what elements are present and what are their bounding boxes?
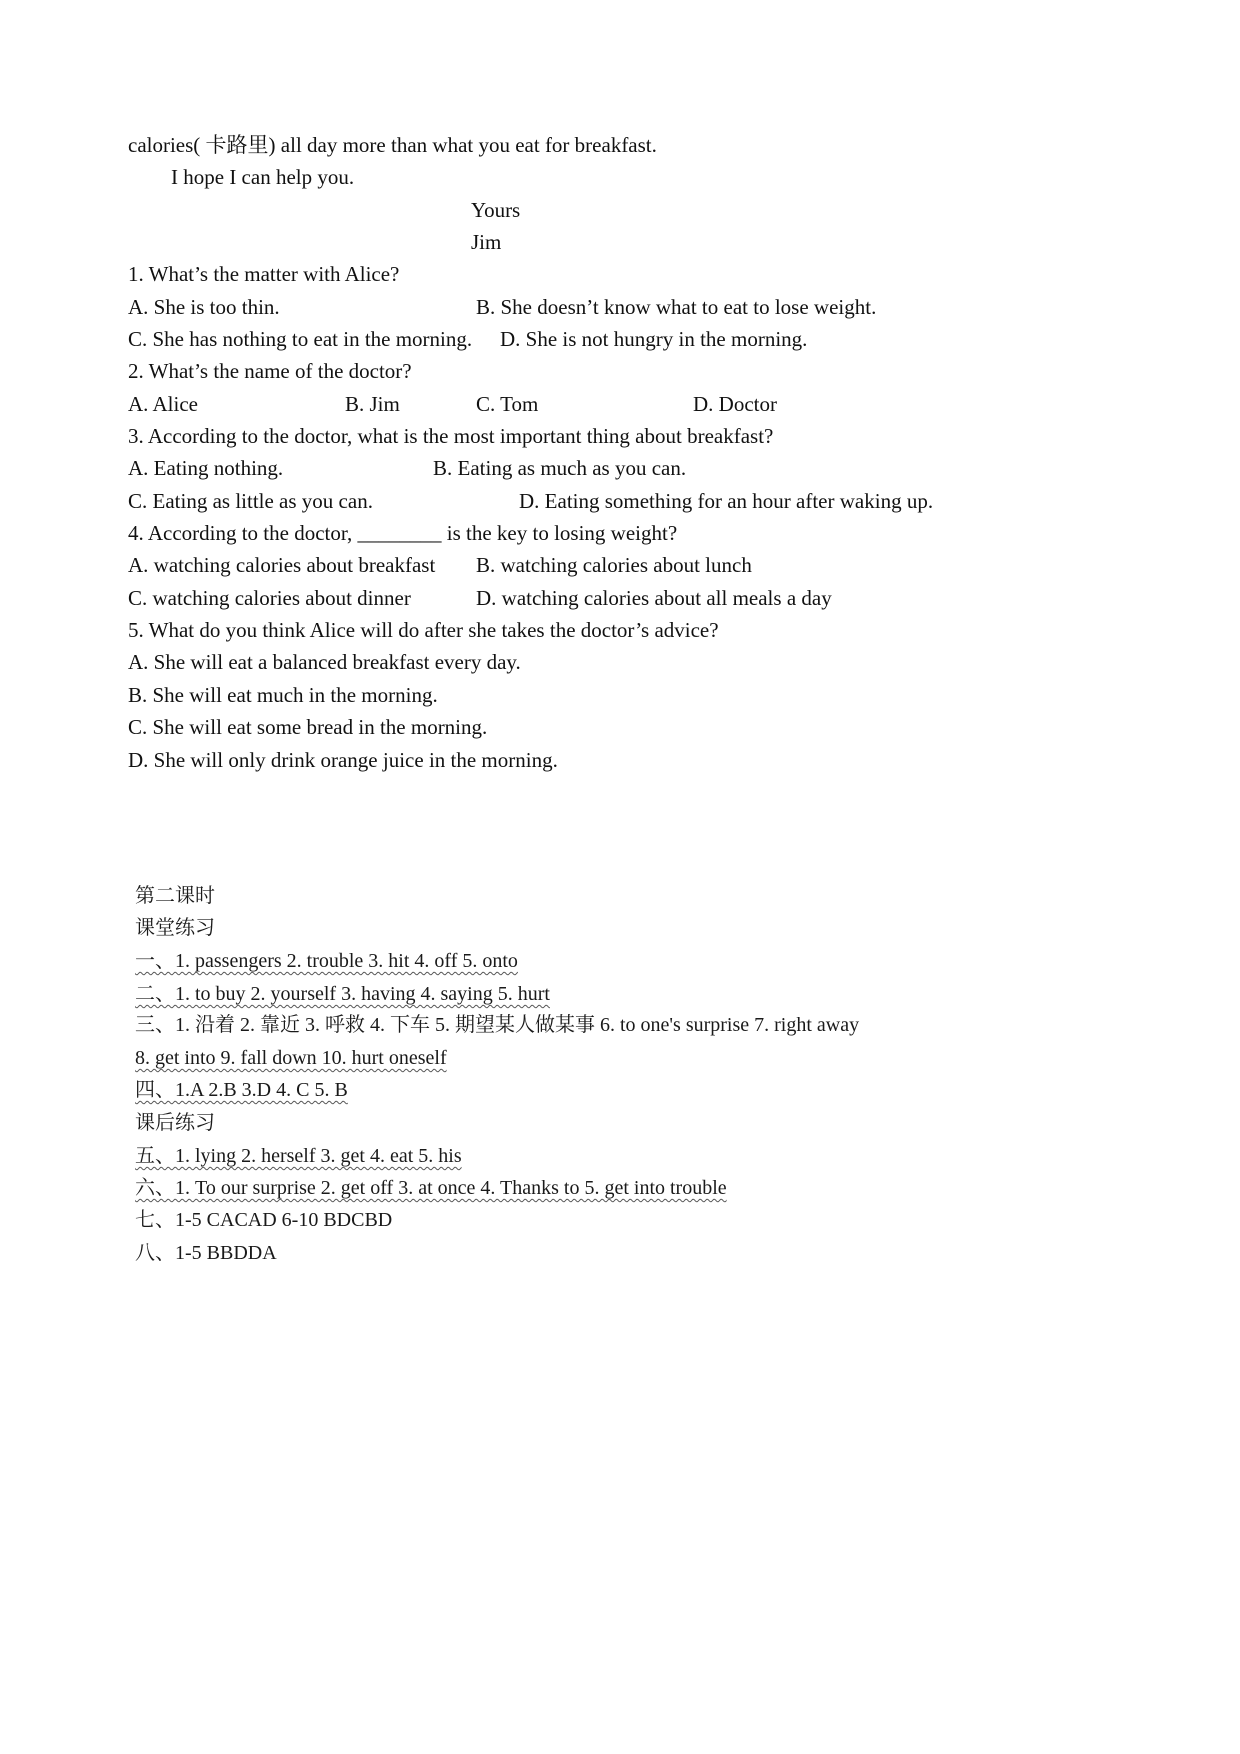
answer-line-9: 八、1-5 BBDDA: [135, 1242, 277, 1264]
question-3-stem: 3. According to the doctor, what is the most important thing about breakfast?: [128, 424, 774, 448]
question-2-option-b: B. Jim: [345, 392, 400, 416]
answer-line-8: 七、1-5 CACAD 6-10 BDCBD: [135, 1209, 393, 1231]
question-5-stem: 5. What do you think Alice will do after she takes the doctor’s advice?: [128, 618, 719, 642]
question-4-option-a: A. watching calories about breakfast: [128, 553, 436, 577]
answer-line-4: 8. get into 9. fall down 10. hurt oneself: [135, 1047, 447, 1069]
letter-line-hope: I hope I can help you.: [171, 165, 355, 189]
answer-line-3: 三、1. 沿着 2. 靠近 3. 呼救 4. 下车 5. 期望某人做某事 6. to one's surprise 7. right away: [135, 1014, 860, 1036]
question-3-option-a: A. Eating nothing.: [128, 456, 284, 480]
answer-line-2: 二、1. to buy 2. yourself 3. having 4. saying 5. hurt: [135, 983, 550, 1005]
question-3-option-d: D. Eating something for an hour after waking up.: [519, 489, 934, 513]
question-2-option-a: A. Alice: [128, 392, 198, 416]
letter-signature: Jim: [471, 230, 502, 254]
question-4-option-b: B. watching calories about lunch: [476, 553, 752, 577]
question-4-stem: 4. According to the doctor, ________ is the key to losing weight?: [128, 521, 678, 545]
question-2-option-c: C. Tom: [476, 392, 539, 416]
question-5-option-a: A. She will eat a balanced breakfast every day.: [128, 650, 521, 674]
question-5-option-d: D. She will only drink orange juice in the morning.: [128, 748, 558, 772]
answer-line-6: 五、1. lying 2. herself 3. get 4. eat 5. his: [135, 1145, 462, 1167]
question-2-option-d: D. Doctor: [693, 392, 777, 416]
answer-line-1: 一、1. passengers 2. trouble 3. hit 4. off 5. onto: [135, 950, 518, 972]
homework-title: 课后练习: [135, 1112, 215, 1134]
letter-closing: Yours: [471, 198, 521, 222]
question-3-option-c: C. Eating as little as you can.: [128, 489, 373, 513]
question-5-option-b: B. She will eat much in the morning.: [128, 683, 438, 707]
question-3-option-b: B. Eating as much as you can.: [433, 456, 687, 480]
question-4-option-c: C. watching calories about dinner: [128, 586, 411, 610]
answer-line-5: 四、1.A 2.B 3.D 4. C 5. B: [135, 1079, 348, 1101]
question-4-option-d: D. watching calories about all meals a day: [476, 586, 832, 610]
question-1-option-a: A. She is too thin.: [128, 295, 280, 319]
question-5-option-c: C. She will eat some bread in the morning.: [128, 715, 488, 739]
classwork-title: 课堂练习: [135, 917, 215, 939]
question-1-option-b: B. She doesn’t know what to eat to lose weight.: [476, 295, 877, 319]
lesson-title: 第二课时: [135, 885, 215, 907]
letter-line-calories: calories( 卡路里) all day more than what you eat for breakfast.: [128, 133, 657, 157]
question-1-option-d: D. She is not hungry in the morning.: [500, 327, 808, 351]
question-2-stem: 2. What’s the name of the doctor?: [128, 359, 412, 383]
question-1-stem: 1. What’s the matter with Alice?: [128, 262, 400, 286]
answer-line-7: 六、1. To our surprise 2. get off 3. at once 4. Thanks to 5. get into trouble: [135, 1177, 727, 1199]
question-1-option-c: C. She has nothing to eat in the morning.: [128, 327, 473, 351]
